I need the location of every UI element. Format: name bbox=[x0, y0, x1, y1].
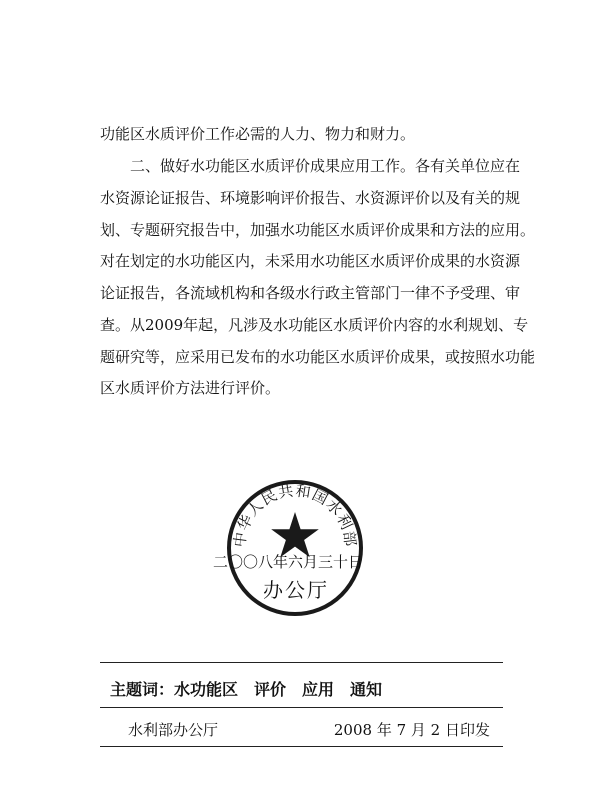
signature-office: 办公厅 bbox=[263, 578, 329, 602]
issue-date: 2008 年 7 月 2 日印发 bbox=[333, 721, 490, 739]
body-line-2: 二、做好水功能区水质评价成果应用工作。各有关单位应在 bbox=[130, 157, 521, 175]
body-line-7: 查。从2009年起，凡涉及水功能区水质评价内容的水利规划、专 bbox=[100, 316, 529, 334]
footer-rule-top bbox=[100, 662, 503, 663]
footer-rule-bottom bbox=[100, 746, 503, 747]
body-line-3: 水资源论证报告、环境影响评价报告、水资源评价以及有关的规 bbox=[100, 189, 521, 207]
body-line-1: 功能区水质评价工作必需的人力、物力和财力。 bbox=[100, 125, 416, 143]
body-line-8: 题研究等，应采用已发布的水功能区水质评价成果，或按照水功能 bbox=[100, 348, 536, 366]
footer-rule-middle bbox=[100, 707, 503, 708]
body-line-9: 区水质评价方法进行评价。 bbox=[100, 379, 281, 397]
issuer: 水利部办公厅 bbox=[128, 721, 219, 739]
signature-date: 二〇〇八年六月三十日 bbox=[213, 553, 364, 571]
subject-keywords: 主题词：水功能区 评价 应用 通知 bbox=[110, 680, 383, 699]
body-line-6: 论证报告，各流域机构和各级水行政主管部门一律不予受理、审 bbox=[100, 284, 521, 302]
seal-text: 中华人民共和国水利部 bbox=[230, 481, 360, 549]
body-line-4: 划、专题研究报告中，加强水功能区水质评价成果和方法的应用。 bbox=[100, 221, 536, 239]
body-line-5: 对在划定的水功能区内，未采用水功能区水质评价成果的水资源 bbox=[100, 252, 521, 270]
